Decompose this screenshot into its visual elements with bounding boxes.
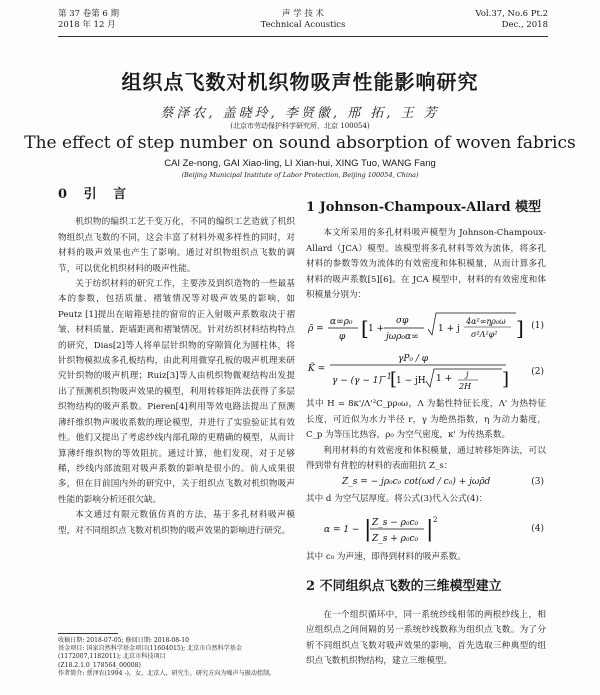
svg-text:[: [: [361, 316, 369, 341]
affiliation-cn: (北京市劳动保护科学研究所，北京 100054): [230, 122, 370, 130]
svg-text:K̃ =: K̃ =: [308, 364, 326, 375]
affiliation-en: (Beijing Municipal Institute of Labor Protection, Beijing 100054, China): [181, 171, 419, 179]
header-rule: [58, 36, 548, 37]
footnote-received: 收稿日期: 2018-07-05; 修回日期: 2018-08-10: [58, 637, 189, 644]
equation-1-number: (1): [531, 321, 544, 332]
equation-2-number: (2): [531, 367, 544, 378]
jca-paragraph-5: 其中 c₀ 为声速，即得到材料的吸声系数。: [306, 551, 466, 562]
svg-text:]: ]: [516, 316, 524, 341]
svg-text:1 +: 1 +: [436, 374, 453, 385]
svg-text:Z_s − ρ₀c₀: Z_s − ρ₀c₀: [372, 517, 419, 528]
equation-3: [306, 474, 546, 492]
equation-1-graphic: [306, 305, 526, 349]
svg-text:|: |: [364, 516, 372, 542]
footnotes: [58, 637, 295, 678]
section-heading-3d-model: 2 不同组织点飞数的三维模型建立: [306, 579, 502, 595]
header-date-en: Dec., 2018: [501, 20, 548, 30]
jca-paragraph-2: 其中 H = 8κ'/Λ'²C_pρ₀ω，Λ 为黏性特征长度，Λ' 为热特征长度，可近似为水力半径 r，γ 为绝热指数，η 为动力黏度，C_p 为等压比热容，ρ₀ 为空气密度，κ' 为传热系数。: [306, 399, 546, 441]
model-paragraph-1: 在一个组织循环中，同一系统纱线相邻的两根纱线上，相应组织点之间间隔的另一系统纱线数称为组织点飞数。为了分析不同组织点飞数对吸声效果的影响，首先选取三种典型的组织点飞数机织物结构，建立三维模型。: [306, 609, 546, 666]
svg-text:γP₀ / φ: γP₀ / φ: [398, 354, 429, 365]
jca-paragraph-1: 本文所采用的多孔材料吸声模型为 Johnson-Champoux-Allard（JCA）模型。该模型将多孔材料等效为流体，将多孔材料的参数等效为流体的有效密度和体积模量，从而计算多孔材料的吸声系数[5][6]。在 JCA 模型中，材料的有效密度和体积模量分别为：: [306, 228, 546, 301]
svg-text:σ²Λ²φ²: σ²Λ²φ²: [471, 330, 498, 340]
running-header: [58, 6, 548, 34]
intro-paragraph-2: 关于纺织材料的研究工作，主要涉及到织造物的一些最基本的参数，包括质量、褶皱情况等对吸声效果的影响，如 Peutz [1]提出在暗箱悬挂的窗帘的正入射吸声系数取决于褶皱、材料质量、距墙距离和褶皱情况。针对纺织材料结构特点的研究，Dias[2]等人将单层针织物的穿隙简化为圆柱体，将针织物模拟成多孔板结构，由此利用微穿孔板的吸声机理来研究针织物的吸声机理；Ruiz[3]等人由机织物微观结构出发提出了预测机织物吸声效果的模型，利用转移矩阵法获得了多层织物结构的吸声系数。Pieren[4]利用等效电路法提出了预测薄纤维织物声吸收系数的理论模型，并进行了实验验证其有效性。他们又提出了考虑纱线内部孔隙的更精确的模型，从而计算薄纤维织物的等效阻抗。通过计算，他们发现，对于足够稀，纱线内部流阻对吸声系数的影响是很小的。前人成果很多，但在目前国内外的研究中，关于组织点飞数对机织物吸声性能的影响分析还很欠缺。: [58, 279, 295, 505]
svg-text:1 + j: 1 + j: [438, 324, 460, 335]
jca-paragraph-4: 其中 d 为空气层厚度。将公式(3)代入公式(4)：: [306, 494, 488, 505]
footnote-funding-cont: (Z18.2.1.0_178564_00008): [58, 661, 141, 669]
title-en: The effect of step number on sound absorption of woven fabrics: [24, 133, 576, 153]
svg-text:−1: −1: [380, 372, 392, 382]
svg-text:4α²∞ηρ₀ω: 4α²∞ηρ₀ω: [466, 317, 506, 327]
svg-text:2H: 2H: [459, 382, 472, 392]
jca-paragraph-3: 利用材料的有效密度和体积模量，通过转移矩阵法，可以得到带有背腔的材料的表面阻抗 Z_s：: [306, 445, 546, 472]
equation-3-number: (3): [531, 477, 544, 488]
header-date-cn: 2018 年 12 月: [58, 20, 116, 30]
authors-en: CAI Ze-nong, GAI Xiao-ling, LI Xian-hui, XING Tuo, WANG Fang: [164, 158, 436, 169]
svg-text:jωρ₀α∞: jωρ₀α∞: [386, 332, 419, 343]
equation-3-text: Z_s = − jρ₀c₀ cot(ωd / c₀) + jωρ̃d: [342, 477, 491, 488]
svg-text:α = 1 −: α = 1 −: [324, 524, 360, 535]
title-cn: 组织点飞数对机织物吸声性能影响研究: [121, 70, 479, 94]
authors-cn: 蔡泽农, 盖晓玲, 李贤徽, 邢 拓, 王 芳: [160, 106, 440, 121]
svg-text:]: ]: [502, 369, 510, 391]
left-column: [58, 183, 295, 539]
svg-text:α∞ρ₀: α∞ρ₀: [330, 317, 353, 328]
svg-text:Z_s + ρ₀c₀: Z_s + ρ₀c₀: [372, 533, 419, 544]
svg-text:j: j: [466, 370, 469, 380]
svg-text:φ: φ: [339, 332, 346, 343]
footnote-rule: [58, 633, 118, 634]
section-heading-jca: 1 Johnson-Champoux-Allard 模型: [306, 200, 542, 215]
svg-text:|: |: [426, 516, 434, 542]
intro-paragraph-3: 本文通过有限元数值仿真的方法，基于多孔材料吸声模型，对不同组织点飞数对机织物的吸声效果的影响进行研究。: [58, 510, 295, 536]
equation-4: [306, 510, 546, 548]
header-right: [475, 9, 548, 31]
header-journal-cn: 声 学 技 术: [281, 9, 325, 19]
footnote-author-bio: 作者简介: 蔡泽农(1994 -)，女，北京人，研究生，研究方向为噪声与振动控制。: [58, 669, 276, 677]
svg-text:1 +: 1 +: [368, 324, 385, 335]
intro-paragraph-1: 机织物的编织工艺千变万化，不同的编织工艺造就了机织物组织点飞数的不同，这会丰富了材料外观多样性的同时，对材料的吸声效果也产生了影响。通过对织物组织点飞数的调节，可以优化机织材料的吸声性能。: [58, 217, 295, 274]
header-volume-cn: 第 37 卷第 6 期: [58, 9, 120, 19]
section-heading-intro: 0 引 言: [58, 187, 133, 202]
equation-4-number: (4): [531, 523, 544, 534]
header-volume-en: Vol.37, No.6 Pt.2: [475, 9, 548, 19]
header-journal-en: Technical Acoustics: [260, 20, 346, 30]
right-column: [306, 200, 546, 669]
equation-1: [306, 305, 546, 349]
svg-text:2: 2: [433, 515, 438, 524]
svg-text:γ − (γ − 1): γ − (γ − 1): [332, 376, 383, 387]
footnote-funding: 基金项目: 国家自然科学基金项目(11604015); 北京市自然科学基金(1172007,1182011); 北京市科技项目: [58, 645, 242, 661]
svg-text:[: [: [390, 369, 398, 391]
svg-text:σφ: σφ: [396, 316, 409, 327]
equation-2: [306, 351, 546, 395]
svg-text:ρ̃ =: ρ̃ =: [308, 324, 324, 335]
svg-text:1 − jH: 1 − jH: [396, 376, 426, 387]
equation-2-graphic: [306, 351, 526, 395]
equation-4-graphic: [306, 510, 506, 548]
